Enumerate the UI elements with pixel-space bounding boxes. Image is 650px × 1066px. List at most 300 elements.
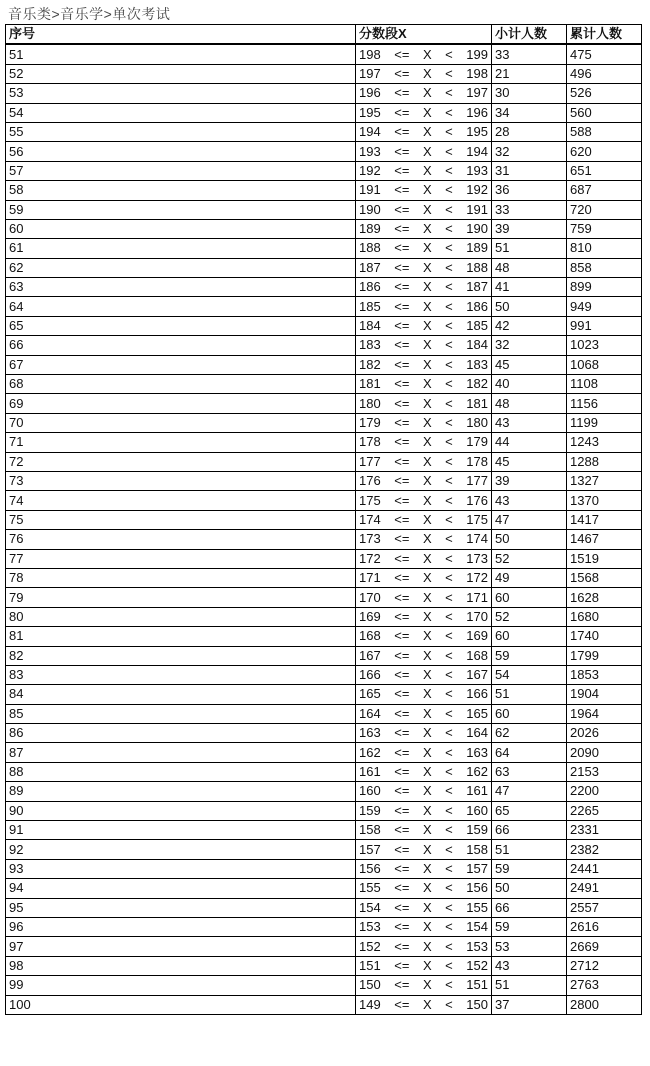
score-range-operator-lt: < (445, 492, 453, 508)
score-range-operator-lt: < (445, 182, 453, 198)
table-body (6, 44, 642, 1014)
score-range-expression (359, 201, 488, 219)
row-count: 21 (492, 64, 567, 83)
score-range-high: 165 (466, 705, 488, 721)
score-range-operator-le: <= (394, 104, 410, 120)
score-range-expression (359, 860, 488, 878)
score-range-expression (359, 46, 488, 64)
score-range-expression (359, 298, 488, 316)
score-range-high: 168 (466, 647, 488, 663)
score-range-expression (359, 65, 488, 83)
table-row (6, 219, 642, 238)
score-range-low: 154 (359, 899, 381, 915)
score-range (356, 530, 492, 549)
row-index: 92 (6, 840, 356, 859)
row-cumulative: 720 (567, 200, 642, 219)
score-range (356, 219, 492, 238)
row-index: 77 (6, 549, 356, 568)
row-count: 59 (492, 859, 567, 878)
score-range-high: 190 (466, 221, 488, 237)
score-range-operator-lt: < (445, 686, 453, 702)
score-range-operator-lt: < (445, 143, 453, 159)
row-cumulative: 1519 (567, 549, 642, 568)
score-range-expression (359, 433, 488, 451)
score-range-operator-le: <= (394, 744, 410, 760)
score-range-operator-lt: < (445, 240, 453, 256)
table-row (6, 665, 642, 684)
row-index: 72 (6, 452, 356, 471)
score-range-variable: X (422, 531, 432, 547)
row-cumulative: 1243 (567, 433, 642, 452)
score-range-low: 193 (359, 143, 381, 159)
score-range-variable: X (422, 996, 432, 1012)
score-range-high: 155 (466, 899, 488, 915)
row-index: 81 (6, 627, 356, 646)
breadcrumb: 音乐类>音乐学>单次考试 (8, 6, 171, 22)
row-index: 55 (6, 122, 356, 141)
score-range-variable: X (422, 65, 432, 81)
row-index: 74 (6, 491, 356, 510)
row-count: 64 (492, 743, 567, 762)
score-range-operator-lt: < (445, 628, 453, 644)
score-range (356, 433, 492, 452)
score-range-high: 163 (466, 744, 488, 760)
row-cumulative: 1799 (567, 646, 642, 665)
score-range-expression (359, 123, 488, 141)
score-range-low: 167 (359, 647, 381, 663)
row-count: 65 (492, 801, 567, 820)
score-range-expression (359, 666, 488, 684)
table-row (6, 510, 642, 529)
score-range-low: 166 (359, 667, 381, 683)
table-row (6, 782, 642, 801)
score-range-high: 179 (466, 434, 488, 450)
row-index: 61 (6, 239, 356, 258)
table-row (6, 801, 642, 820)
row-cumulative: 526 (567, 84, 642, 103)
row-cumulative: 1068 (567, 355, 642, 374)
table-row (6, 413, 642, 432)
score-range-expression (359, 259, 488, 277)
row-count: 33 (492, 44, 567, 64)
table-row (6, 937, 642, 956)
score-range-variable: X (422, 802, 432, 818)
score-range-low: 165 (359, 686, 381, 702)
row-index: 52 (6, 64, 356, 83)
score-range-operator-le: <= (394, 415, 410, 430)
score-range-operator-lt: < (445, 899, 453, 915)
score-range-operator-lt: < (445, 415, 453, 430)
score-range-variable: X (422, 124, 432, 140)
score-range-operator-le: <= (394, 938, 410, 954)
score-range-operator-le: <= (394, 705, 410, 721)
score-range-high: 156 (466, 880, 488, 896)
score-range-expression (359, 724, 488, 742)
row-count: 62 (492, 724, 567, 743)
row-index: 62 (6, 258, 356, 277)
score-range-high: 161 (466, 783, 488, 799)
score-range-low: 157 (359, 841, 381, 857)
row-cumulative: 991 (567, 316, 642, 335)
score-range-low: 184 (359, 318, 381, 334)
score-range-high: 196 (466, 104, 488, 120)
score-range-operator-lt: < (445, 162, 453, 178)
table-row (6, 181, 642, 200)
row-count: 45 (492, 355, 567, 374)
table-row (6, 103, 642, 122)
row-cumulative: 2382 (567, 840, 642, 859)
score-range-variable: X (422, 221, 432, 237)
table-row (6, 161, 642, 180)
score-range-high: 185 (466, 318, 488, 334)
score-range-expression (359, 647, 488, 665)
table-row (6, 452, 642, 471)
score-range-expression (359, 317, 488, 335)
row-count: 40 (492, 375, 567, 394)
score-range-low: 185 (359, 298, 381, 314)
row-cumulative: 1417 (567, 510, 642, 529)
row-index: 87 (6, 743, 356, 762)
score-range-expression (359, 530, 488, 548)
row-index: 69 (6, 394, 356, 413)
table-row (6, 200, 642, 219)
score-range-low: 183 (359, 337, 381, 353)
score-range-variable: X (422, 783, 432, 799)
score-range-high: 166 (466, 686, 488, 702)
row-index: 94 (6, 879, 356, 898)
row-count: 59 (492, 646, 567, 665)
score-range-variable: X (422, 337, 432, 353)
score-range (356, 685, 492, 704)
score-range-variable: X (422, 880, 432, 896)
score-range-high: 193 (466, 162, 488, 178)
score-range-high: 157 (466, 860, 488, 876)
row-index: 100 (6, 995, 356, 1014)
score-range-high: 183 (466, 356, 488, 372)
score-range-operator-le: <= (394, 453, 410, 469)
score-range-operator-lt: < (445, 647, 453, 663)
row-index: 63 (6, 278, 356, 297)
score-range (356, 44, 492, 64)
score-range-high: 194 (466, 143, 488, 159)
table-row (6, 84, 642, 103)
score-range-operator-lt: < (445, 938, 453, 954)
table-row (6, 956, 642, 975)
score-range-low: 197 (359, 65, 381, 81)
column-header-cumulative: 累计人数 (567, 25, 642, 45)
row-cumulative: 899 (567, 278, 642, 297)
score-range-high: 192 (466, 182, 488, 198)
score-range-high: 188 (466, 259, 488, 275)
row-count: 51 (492, 239, 567, 258)
score-range-low: 170 (359, 589, 381, 605)
score-range-operator-lt: < (445, 744, 453, 760)
score-range-variable: X (422, 376, 432, 392)
score-range-high: 169 (466, 628, 488, 644)
score-range-high: 189 (466, 240, 488, 256)
score-range-operator-lt: < (445, 802, 453, 818)
row-count: 66 (492, 898, 567, 917)
score-range-operator-le: <= (394, 860, 410, 876)
score-range-variable: X (422, 46, 432, 62)
score-range-operator-lt: < (445, 880, 453, 896)
score-range-operator-le: <= (394, 240, 410, 256)
table-row (6, 704, 642, 723)
score-range-variable: X (422, 298, 432, 314)
row-cumulative: 2669 (567, 937, 642, 956)
score-range-high: 199 (466, 46, 488, 62)
score-range-operator-le: <= (394, 85, 410, 101)
row-cumulative: 1568 (567, 568, 642, 587)
row-cumulative: 1853 (567, 665, 642, 684)
score-range-high: 195 (466, 124, 488, 140)
score-range-low: 195 (359, 104, 381, 120)
row-index: 85 (6, 704, 356, 723)
score-range-low: 182 (359, 356, 381, 372)
row-index: 98 (6, 956, 356, 975)
row-index: 86 (6, 724, 356, 743)
row-index: 83 (6, 665, 356, 684)
row-cumulative: 1199 (567, 413, 642, 432)
score-range-low: 190 (359, 201, 381, 217)
score-range-high: 191 (466, 201, 488, 217)
row-count: 59 (492, 917, 567, 936)
row-cumulative: 1327 (567, 471, 642, 490)
row-cumulative: 475 (567, 44, 642, 64)
row-cumulative: 1467 (567, 530, 642, 549)
score-range-operator-lt: < (445, 279, 453, 295)
score-range-variable: X (422, 725, 432, 741)
score-range-operator-lt: < (445, 511, 453, 527)
score-range (356, 375, 492, 394)
score-range-low: 177 (359, 453, 381, 469)
row-count: 50 (492, 879, 567, 898)
score-range-operator-le: <= (394, 802, 410, 818)
row-count: 45 (492, 452, 567, 471)
score-range-operator-lt: < (445, 531, 453, 547)
row-cumulative: 2712 (567, 956, 642, 975)
score-range-high: 154 (466, 919, 488, 935)
score-range-variable: X (422, 764, 432, 780)
row-index: 58 (6, 181, 356, 200)
score-range-expression (359, 705, 488, 723)
score-range-operator-le: <= (394, 996, 410, 1012)
table-row (6, 64, 642, 83)
score-range-expression (359, 976, 488, 994)
row-cumulative: 2265 (567, 801, 642, 820)
row-index: 88 (6, 762, 356, 781)
score-range-operator-le: <= (394, 667, 410, 683)
score-range-operator-lt: < (445, 550, 453, 566)
score-range-high: 160 (466, 802, 488, 818)
score-range-operator-le: <= (394, 841, 410, 857)
table-row (6, 239, 642, 258)
score-range-variable: X (422, 356, 432, 372)
score-range-expression (359, 143, 488, 161)
table-row (6, 685, 642, 704)
score-distribution-table (5, 24, 642, 1015)
row-cumulative: 1156 (567, 394, 642, 413)
score-range-low: 179 (359, 415, 381, 430)
score-range-expression (359, 841, 488, 859)
row-count: 50 (492, 297, 567, 316)
score-range-high: 162 (466, 764, 488, 780)
row-index: 73 (6, 471, 356, 490)
score-range-high: 184 (466, 337, 488, 353)
score-range-high: 178 (466, 453, 488, 469)
score-range-operator-lt: < (445, 46, 453, 62)
table-row (6, 336, 642, 355)
row-index: 80 (6, 607, 356, 626)
score-range-high: 159 (466, 822, 488, 838)
score-range-operator-lt: < (445, 822, 453, 838)
row-cumulative: 2800 (567, 995, 642, 1014)
score-range-low: 173 (359, 531, 381, 547)
score-range (356, 142, 492, 161)
score-range-high: 152 (466, 957, 488, 973)
score-range-expression (359, 395, 488, 413)
score-range-operator-le: <= (394, 221, 410, 237)
score-range (356, 549, 492, 568)
score-range (356, 239, 492, 258)
score-range-operator-le: <= (394, 957, 410, 973)
row-cumulative: 2090 (567, 743, 642, 762)
table-row (6, 471, 642, 490)
row-cumulative: 1288 (567, 452, 642, 471)
row-cumulative: 687 (567, 181, 642, 200)
table-row (6, 375, 642, 394)
score-range-low: 191 (359, 182, 381, 198)
table-row (6, 607, 642, 626)
score-range-operator-lt: < (445, 259, 453, 275)
score-range-expression (359, 356, 488, 374)
row-count: 33 (492, 200, 567, 219)
score-range-operator-le: <= (394, 259, 410, 275)
score-range-operator-lt: < (445, 85, 453, 101)
score-range-low: 175 (359, 492, 381, 508)
score-range-operator-le: <= (394, 628, 410, 644)
score-range (356, 200, 492, 219)
row-index: 76 (6, 530, 356, 549)
row-count: 43 (492, 491, 567, 510)
score-range-operator-lt: < (445, 65, 453, 81)
score-range (356, 510, 492, 529)
score-range-low: 171 (359, 570, 381, 586)
row-count: 44 (492, 433, 567, 452)
score-range-operator-le: <= (394, 764, 410, 780)
table-row (6, 821, 642, 840)
score-range (356, 743, 492, 762)
row-index: 59 (6, 200, 356, 219)
score-range-variable: X (422, 608, 432, 624)
row-count: 47 (492, 510, 567, 529)
score-range-low: 150 (359, 977, 381, 993)
row-index: 60 (6, 219, 356, 238)
score-range-operator-lt: < (445, 376, 453, 392)
score-range (356, 103, 492, 122)
row-cumulative: 1370 (567, 491, 642, 510)
table-row (6, 122, 642, 141)
score-range-high: 158 (466, 841, 488, 857)
score-range-high: 174 (466, 531, 488, 547)
score-range-variable: X (422, 453, 432, 469)
table-row (6, 491, 642, 510)
score-range-variable: X (422, 589, 432, 605)
score-range-expression (359, 550, 488, 568)
column-header-count: 小计人数 (492, 25, 567, 45)
score-range-operator-le: <= (394, 511, 410, 527)
score-range-expression (359, 336, 488, 354)
score-range (356, 762, 492, 781)
score-range-operator-lt: < (445, 473, 453, 489)
score-range-variable: X (422, 919, 432, 935)
row-cumulative: 1964 (567, 704, 642, 723)
score-range (356, 297, 492, 316)
score-range (356, 181, 492, 200)
score-range (356, 452, 492, 471)
row-index: 91 (6, 821, 356, 840)
row-cumulative: 810 (567, 239, 642, 258)
score-range (356, 627, 492, 646)
score-range (356, 568, 492, 587)
score-range-low: 174 (359, 511, 381, 527)
score-range-operator-le: <= (394, 473, 410, 489)
score-range-operator-lt: < (445, 608, 453, 624)
score-range (356, 64, 492, 83)
row-cumulative: 620 (567, 142, 642, 161)
score-range-operator-lt: < (445, 337, 453, 353)
column-header-index: 序号 (6, 25, 356, 45)
score-range-variable: X (422, 550, 432, 566)
row-index: 66 (6, 336, 356, 355)
score-range (356, 161, 492, 180)
score-range-operator-lt: < (445, 318, 453, 334)
score-range-high: 151 (466, 977, 488, 993)
score-range-high: 167 (466, 667, 488, 683)
score-range-operator-le: <= (394, 376, 410, 392)
score-range-high: 150 (466, 996, 488, 1012)
table-row (6, 394, 642, 413)
score-range-high: 173 (466, 550, 488, 566)
row-count: 32 (492, 336, 567, 355)
score-range-variable: X (422, 85, 432, 101)
score-range-expression (359, 181, 488, 199)
row-cumulative: 496 (567, 64, 642, 83)
row-count: 48 (492, 258, 567, 277)
row-index: 89 (6, 782, 356, 801)
score-range-operator-lt: < (445, 957, 453, 973)
row-cumulative: 2491 (567, 879, 642, 898)
score-range-operator-le: <= (394, 783, 410, 799)
score-range-low: 194 (359, 124, 381, 140)
row-count: 60 (492, 704, 567, 723)
score-range-variable: X (422, 318, 432, 334)
score-range-expression (359, 821, 488, 839)
score-range-low: 156 (359, 860, 381, 876)
score-range-high: 187 (466, 279, 488, 295)
score-range-high: 170 (466, 608, 488, 624)
score-range-variable: X (422, 938, 432, 954)
table-row (6, 549, 642, 568)
score-range-operator-lt: < (445, 104, 453, 120)
score-range-low: 163 (359, 725, 381, 741)
score-range-expression (359, 162, 488, 180)
score-range-high: 186 (466, 298, 488, 314)
score-range-variable: X (422, 899, 432, 915)
score-range-operator-le: <= (394, 899, 410, 915)
row-count: 42 (492, 316, 567, 335)
score-range (356, 355, 492, 374)
